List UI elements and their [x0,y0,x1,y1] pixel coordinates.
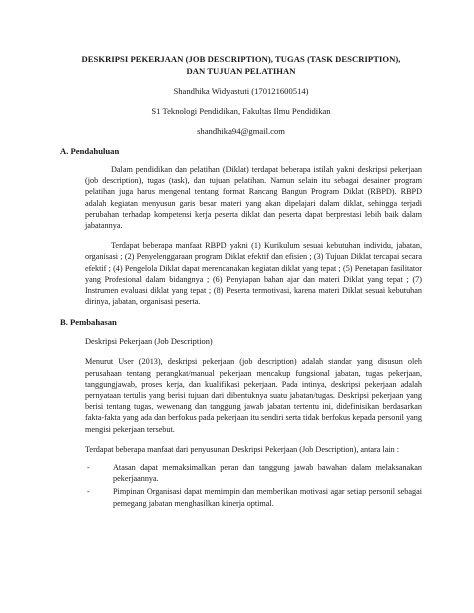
bullet-marker: - [87,487,90,497]
author-affiliation: S1 Teknologi Pendidikan, Fakultas Ilmu Pendidikan [151,106,331,116]
document-title [60,54,422,77]
section-b-paragraph-2: Terdapat beberapa manfaat dari penyusunan Deskripsi Pekerjaan (Job Description), antara lain : [85,444,400,454]
bullet-marker: - [87,463,90,473]
section-a-heading: A. Pendahuluan [60,146,120,156]
section-b-paragraph-1: Menurut User (2013), deskripsi pekerjaan (job description) adalah standar yang disusun oleh perusahaan tentang perangkat/manual pekerjaan mencakup fungsional jabatan, tugas pekerjaan, tanggungjawab, proses kerja, dan kualifikasi pekerjaan. Pada intinya, deskripsi pekerjaan adalah pernyataan tertulis yang berisi tujuan dari dibentuknya suatu jabatan/tugas. Deskripsi pekerjaan yang berisi tentang tugas, wewenang dan tanggung jawab jabatan tertentu ini, didefinisikan berdasarkan fakta-fakta yang ada dan berfokus pada pekerjaan itu sendiri serta tidak berfokus kepada personil yang mengisi pekerjaan tersebut. [85,357,422,434]
list-item-text: Pimpinan Organisasi dapat memimpin dan memberikan motivasi agar setiap personil sebagai pemegang jabatan menghasilkan kinerja optimal. [113,487,422,508]
section-b-subheading: Deskripsi Pekerjaan (Job Description) [85,337,213,347]
author-email: shandhika94@gmail.com [197,126,285,136]
section-a-paragraph-1: Dalam pendidikan dan pelatihan (Diklat) terdapat beberapa istilah yakni deskripsi pekerjaan (job description), tugas (task), dan tujuan pelatihan. Namun selain itu sebagai desainer program pelatihan juga harus mengenal tentang format Rancang Bangun Program Diklat (RBPD). RBPD adalah kegiatan menyusun garis besar materi yang akan dipelajari dalam diklat, sehingga terjadi perubahan terhadap kompetensi kerja peserta diklat dan peserta dapat berprestasi lebih baik dalam jabatannya. [85,165,422,231]
list-item-text: Atasan dapat memaksimalkan peran dan tanggung jawab bawahan dalam melaksanakan pekerjaannya. [113,463,422,484]
list-item [85,462,422,484]
list-item [85,486,422,508]
title-line-1: DESKRIPSI PEKERJAAN (JOB DESCRIPTION), TUGAS (TASK DESCRIPTION), [81,54,401,64]
section-b-heading: B. Pembahasan [60,317,117,328]
benefits-list [85,462,422,509]
section-a-paragraph-2: Terdapat beberapa manfaat RBPD yakni (1) Kurikulum sesuai kebutuhan individu, jabatan, organisasi ; (2) Penyelenggaraan program Diklat efektif dan efisien ; (3) Tujuan Diklat tercapai secara efektif ; (4) Pengelola Diklat dapat merencanakan kegiatan diklat yang tepat ; (5) Penetapan fasilitator yang Profesional dalam bidangnya ; (6) Penyiapan bahan ajar dan materi Diklat yang tepat ; (7) Instrumen evaluasi diklat yang tepat ; (8) Peserta termotivasi, karena materi Diklat sesuai kebutuhan dirinya, jabatan, organisasi peserta. [85,241,422,307]
title-line-2: DAN TUJUAN PELATIHAN [186,65,296,76]
author-name: Shandhika Widyastuti (170121600514) [173,86,309,96]
